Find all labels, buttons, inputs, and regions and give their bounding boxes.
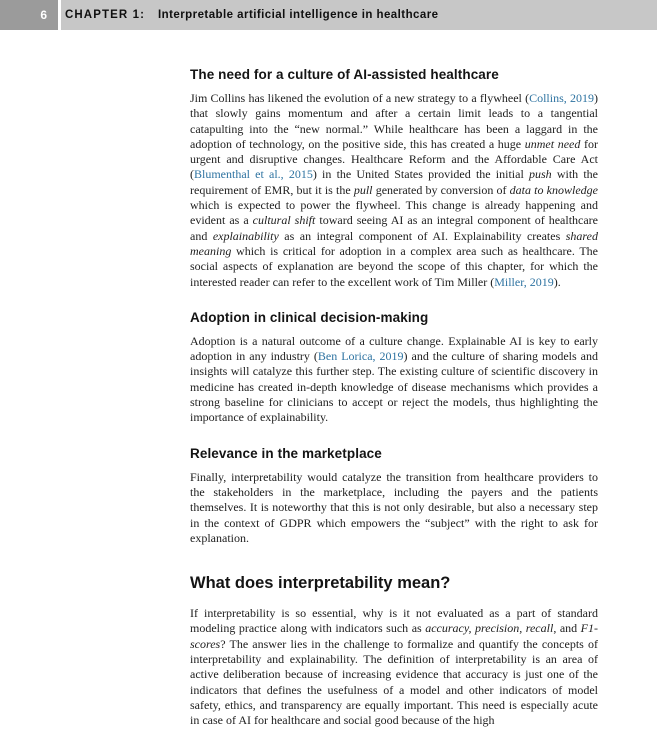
body-text: ).: [553, 274, 561, 289]
body-text: ) that slowly gains momentum and after a certain limit leads to a tangential catapulting into the “new normal.” While healthcare has been a laggard in the adoption of technology, on the positive side, this has created a huge: [190, 91, 598, 151]
body-text: ) in the United States provided the initial: [312, 167, 529, 182]
body-text: ) and the culture of sharing models and insights will catalyze this further step. The existing culture of scientific discovery in medicine has created in-depth knowledge of disease mechanisms which provides a strong baseline for clinicians to accept or reject the models, thus highlighting the importance of explainability.: [190, 349, 598, 425]
section: [190, 67, 598, 290]
emphasis-text: accuracy, precision, recall: [425, 621, 554, 636]
body-text: toward seeing AI as an integral component of healthcare and: [190, 213, 598, 243]
emphasis-text: unmet need: [524, 136, 581, 151]
page-number-text: 6: [40, 8, 47, 22]
emphasis-text: data to knowledge: [509, 182, 598, 197]
emphasis-text: explainability: [212, 228, 279, 243]
citation-link[interactable]: Ben Lorica, 2019: [317, 349, 404, 364]
section: [190, 446, 598, 546]
citation-link[interactable]: Blumenthal et al., 2015: [194, 167, 313, 182]
chapter-title: Interpretable artificial intelligence in healthcare: [158, 9, 439, 21]
paragraph: [190, 334, 598, 426]
page-content: [190, 30, 598, 729]
body-text: generated by conversion of: [372, 182, 510, 197]
emphasis-text: F1-scores: [190, 621, 598, 651]
body-text: Jim Collins has likened the evolution of a new strategy to a flywheel (: [190, 91, 530, 105]
section-heading: Adoption in clinical decision-making: [190, 309, 429, 325]
section: [190, 310, 598, 426]
emphasis-text: push: [528, 167, 552, 182]
body-text: which is expected to power the flywheel. This change is already happening and evident as a: [190, 198, 598, 228]
chapter-label: CHAPTER 1:: [65, 9, 146, 21]
paragraph: [190, 606, 598, 728]
emphasis-text: shared meaning: [190, 228, 598, 258]
body-text: Adoption is a natural outcome of a culture change. Explainable AI is key to early adoption in any industry (: [190, 333, 598, 364]
body-text: with the requirement of EMR, but it is the: [190, 167, 599, 197]
page-number: [0, 0, 58, 30]
body-text: If interpretability is so essential, why is it not evaluated as a part of standard modeling practice along with indicators such as: [190, 606, 598, 636]
body-text: as an integral component of AI. Explainability creates: [278, 228, 566, 243]
paragraph: [190, 91, 598, 290]
running-header: [61, 0, 657, 30]
section-heading: What does interpretability mean?: [190, 574, 451, 593]
body-text: , and: [553, 621, 581, 636]
citation-link[interactable]: Miller, 2019: [494, 274, 554, 289]
emphasis-text: cultural shift: [252, 213, 316, 228]
section: [190, 574, 598, 728]
chapter-header-bar: [0, 0, 657, 30]
section-heading: The need for a culture of AI-assisted healthcare: [190, 67, 499, 82]
body-text: ? The answer lies in the challenge to formalize and quantify the concepts of interpretability and explainability. The definition of interpretability is an area of active deliberation because of increasing evidence that accuracy is just one of the indicators that defines the usefulness of a model and other indicators of model safety, ethics, and transparency are equally important. This need is especially acute in case of AI for healthcare and social good because of the high: [190, 636, 598, 728]
section-heading: Relevance in the marketplace: [190, 445, 382, 461]
emphasis-text: pull: [353, 182, 373, 197]
body-text: which is critical for adoption in a complex area such as healthcare. The social aspects of explanation are beyond the scope of this chapter, for which the interested reader can refer to the excellent work of Tim Miller (: [190, 243, 598, 289]
body-text: Finally, interpretability would catalyze the transition from healthcare providers to the stakeholders in the marketplace, including the payers and the patients themselves. It is noteworthy that this is not only desirable, but also a necessary step in the context of GDPR which empowers the “subject” with the right to ask for explanation.: [190, 469, 598, 545]
citation-link[interactable]: Collins, 2019: [529, 91, 594, 105]
paragraph: [190, 470, 598, 546]
body-text: for urgent and disruptive changes. Healthcare Reform and the Affordable Care Act (: [190, 136, 599, 182]
